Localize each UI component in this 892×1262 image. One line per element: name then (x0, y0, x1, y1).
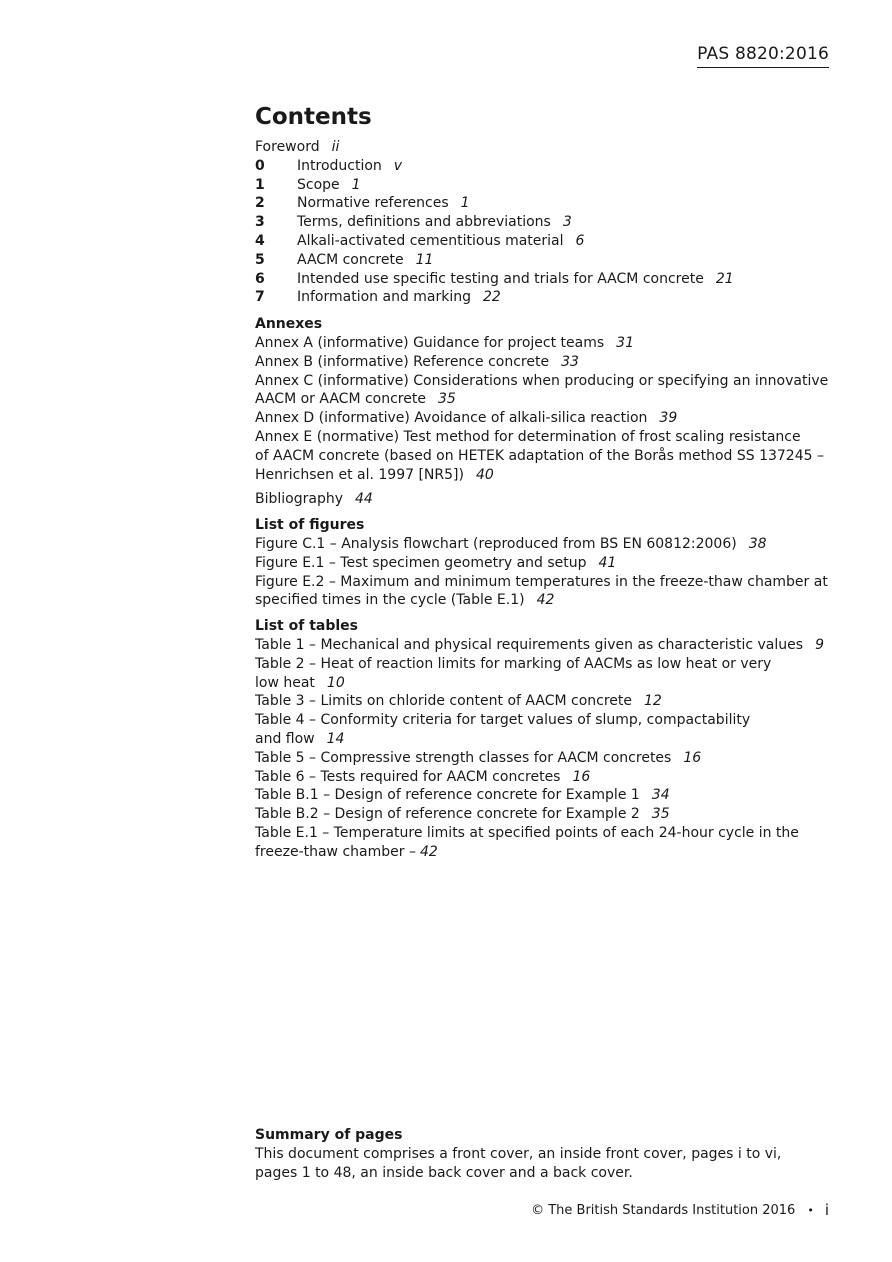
table-line[interactable] (255, 843, 835, 862)
toc-foreword[interactable] (255, 138, 835, 157)
figure-text: specified times in the cycle (Table E.1) (255, 592, 525, 609)
table-page: 14 (326, 730, 345, 747)
annex-page: 39 (659, 410, 678, 427)
annex-line[interactable] (255, 409, 835, 428)
annex-line[interactable] (255, 428, 835, 447)
summary-text: pages 1 to 48, an inside back cover and a back cover. (255, 1164, 633, 1181)
table-page: 9 (815, 636, 824, 653)
table-page: 10 (326, 674, 345, 691)
table-line[interactable] (255, 692, 835, 711)
annex-line[interactable] (255, 447, 835, 466)
figure-text: Figure E.1 – Test specimen geometry and setup (255, 554, 587, 571)
annex-page: 40 (475, 466, 494, 483)
toc-item[interactable] (255, 194, 835, 213)
toc-num: 2 (255, 195, 265, 212)
toc-item[interactable] (255, 232, 835, 251)
table-line[interactable] (255, 711, 835, 730)
summary-heading: Summary of pages (255, 1127, 403, 1143)
table-line[interactable] (255, 674, 835, 693)
annex-page: 33 (561, 353, 579, 370)
summary-text: This document comprises a front cover, an inside front cover, pages i to vi, (255, 1145, 782, 1162)
toc-item[interactable] (255, 157, 835, 176)
table-text: low heat (255, 674, 315, 691)
annex-line[interactable] (255, 334, 835, 353)
summary-of-pages (255, 1126, 815, 1182)
toc-label: Foreword (255, 139, 320, 155)
table-text: Table 5 – Compressive strength classes for AACM concretes (255, 749, 672, 766)
table-page: 16 (683, 749, 702, 766)
toc-page: v (393, 157, 403, 174)
annex-text: of AACM concrete (based on HETEK adaptation of the Borås method SS 137245 – (255, 447, 824, 464)
toc-label: AACM concrete (297, 251, 404, 268)
figure-page: 42 (536, 592, 555, 609)
table-line[interactable] (255, 749, 835, 768)
toc-num: 3 (255, 214, 265, 231)
table-line[interactable] (255, 655, 835, 674)
toc-label: Introduction (297, 157, 382, 174)
toc-item[interactable] (255, 288, 835, 307)
annex-page: 35 (437, 391, 456, 408)
annex-page: 31 (616, 334, 634, 351)
table-text: Table 3 – Limits on chloride content of AACM concrete (255, 693, 633, 710)
annex-text: Henrichsen et al. 1997 [NR5]) (255, 466, 464, 483)
table-text: Table 6 – Tests required for AACM concretes (255, 768, 561, 785)
toc-page: ii (331, 139, 340, 155)
toc-num: 1 (255, 176, 265, 193)
toc-label: Normative references (297, 195, 449, 212)
figure-text: Figure E.2 – Maximum and minimum temperatures in the freeze-thaw chamber at (255, 573, 828, 590)
toc-label: Alkali-activated cementitious material (297, 232, 564, 249)
annex-text: Annex C (informative) Considerations when producing or specifying an innovative (255, 372, 829, 389)
figure-line[interactable] (255, 535, 835, 554)
toc-page: 11 (415, 251, 434, 268)
annex-line[interactable] (255, 353, 835, 372)
document-id-header: PAS 8820:2016 (697, 44, 829, 68)
table-line[interactable] (255, 636, 835, 655)
table-text: freeze-thaw chamber – (255, 843, 416, 860)
annex-text: Annex A (informative) Guidance for project teams (255, 334, 605, 351)
toc-num: 0 (255, 157, 265, 174)
table-page: 42 (419, 843, 438, 860)
annex-text: Annex E (normative) Test method for determination of frost scaling resistance (255, 428, 801, 445)
toc-page: 22 (483, 289, 501, 306)
table-line[interactable] (255, 730, 835, 749)
annex-text: Annex D (informative) Avoidance of alkali-silica reaction (255, 410, 648, 427)
table-line[interactable] (255, 768, 835, 787)
figure-page: 38 (748, 535, 767, 552)
table-page: 34 (651, 787, 670, 804)
toc-page: 6 (575, 232, 585, 249)
toc-page: 3 (562, 214, 572, 231)
annex-text: AACM or AACM concrete (255, 391, 426, 408)
toc-item[interactable] (255, 213, 835, 232)
contents-title: Contents (255, 104, 372, 130)
table-page: 12 (644, 693, 662, 710)
figure-line[interactable] (255, 591, 835, 610)
table-text: Table E.1 – Temperature limits at specified points of each 24-hour cycle in the (255, 824, 799, 841)
table-text: Table B.1 – Design of reference concrete for Example 1 (255, 787, 640, 804)
annex-line[interactable] (255, 466, 835, 485)
toc-page: 21 (715, 270, 734, 287)
toc-label: Intended use specific testing and trials for AACM concrete (297, 270, 704, 287)
table-line[interactable] (255, 824, 835, 843)
toc-num: 5 (255, 251, 265, 268)
annex-line[interactable] (255, 390, 835, 409)
toc-num: 4 (255, 232, 265, 249)
bibliography-page: 44 (355, 491, 373, 508)
figure-line[interactable] (255, 554, 835, 573)
annex-list (255, 334, 835, 484)
figures-heading: List of figures (255, 517, 365, 534)
bullet-separator: • (807, 1203, 814, 1217)
bibliography-label: Bibliography (255, 491, 343, 508)
toc-num: 7 (255, 289, 265, 306)
toc-items (255, 157, 835, 307)
page-number: i (824, 1201, 829, 1219)
toc-item[interactable] (255, 176, 835, 195)
figure-page: 41 (598, 554, 617, 571)
page-footer (531, 1201, 829, 1219)
toc-page: 1 (351, 176, 361, 193)
toc-page: 1 (460, 195, 470, 212)
table-text: Table 2 – Heat of reaction limits for marking of AACMs as low heat or very (255, 655, 772, 672)
contents-section (255, 103, 835, 861)
table-page: 16 (572, 768, 591, 785)
table-line[interactable] (255, 805, 835, 824)
toc-num: 6 (255, 270, 265, 287)
table-line[interactable] (255, 786, 835, 805)
bibliography-entry[interactable] (255, 490, 835, 509)
figure-text: Figure C.1 – Analysis flowchart (reproduced from BS EN 60812:2006) (255, 535, 737, 552)
table-text: and flow (255, 730, 315, 747)
table-list (255, 636, 835, 862)
annexes-heading: Annexes (255, 316, 323, 333)
table-page: 35 (651, 806, 670, 823)
toc-item[interactable] (255, 270, 835, 289)
toc-item[interactable] (255, 251, 835, 270)
annex-text: Annex B (informative) Reference concrete (255, 353, 550, 370)
toc-label: Scope (297, 176, 340, 193)
annex-line[interactable] (255, 372, 835, 391)
toc-label: Information and marking (297, 289, 472, 306)
figure-line[interactable] (255, 573, 835, 592)
copyright-notice: © The British Standards Institution 2016 (531, 1202, 796, 1218)
table-text: Table 4 – Conformity criteria for target values of slump, compactability (255, 712, 751, 729)
toc-label: Terms, definitions and abbreviations (297, 214, 551, 231)
tables-heading: List of tables (255, 618, 358, 635)
figure-list (255, 535, 835, 610)
table-text: Table B.2 – Design of reference concrete for Example 2 (255, 806, 640, 823)
table-text: Table 1 – Mechanical and physical requirements given as characteristic values (255, 636, 804, 653)
